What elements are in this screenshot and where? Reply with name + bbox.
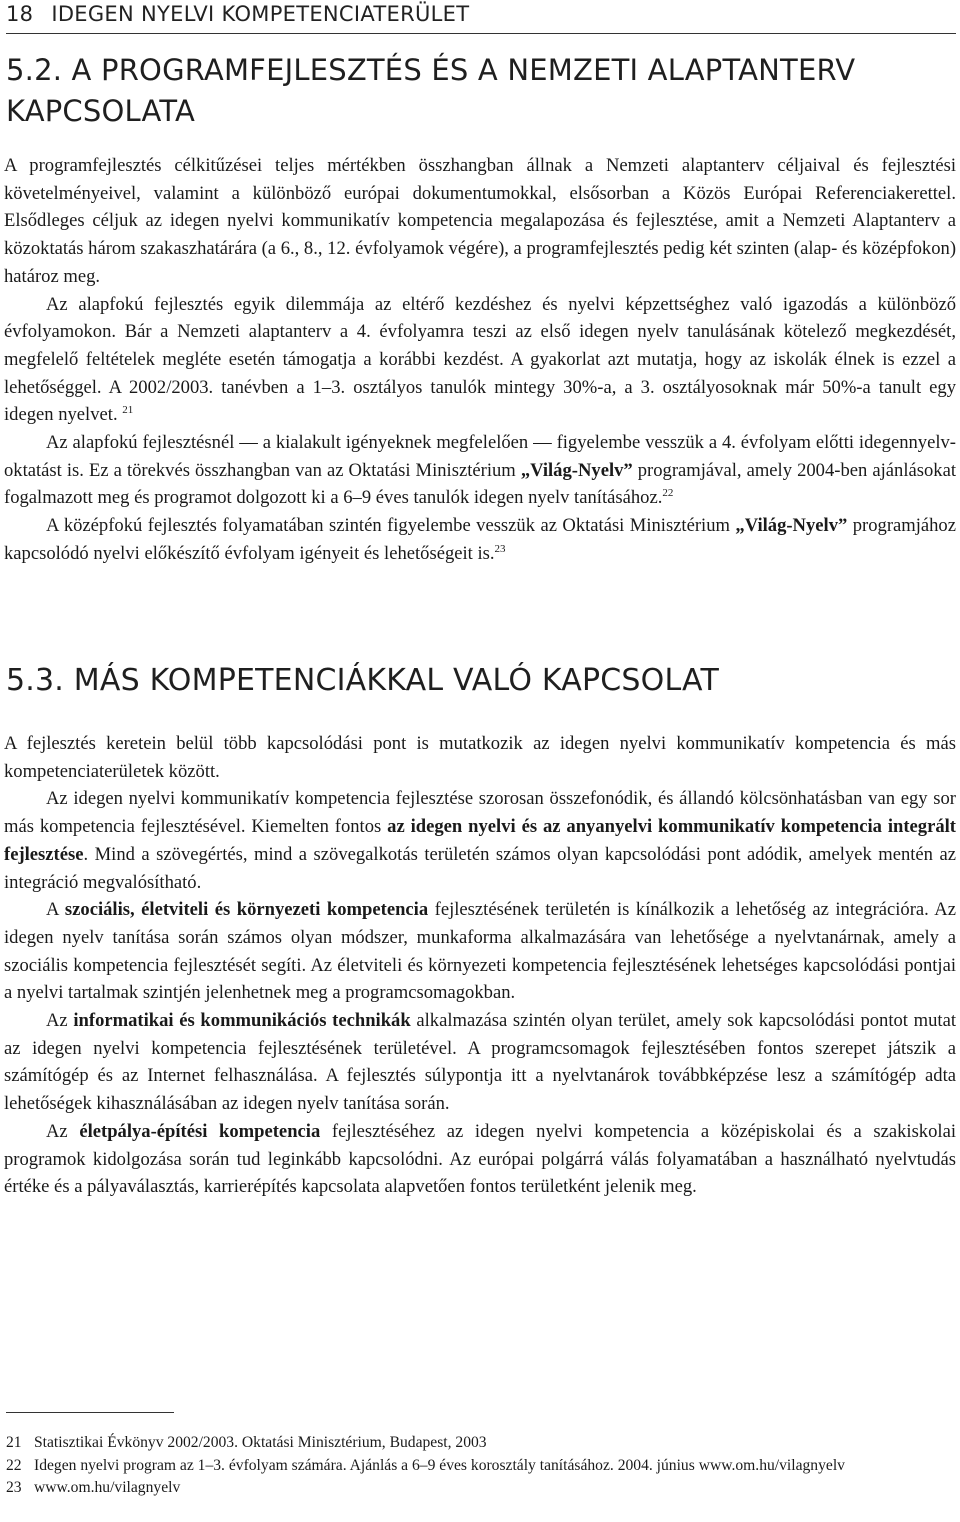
footnote-item	[6, 1477, 952, 1500]
paragraph	[4, 1118, 956, 1201]
footnote-item	[6, 1432, 952, 1455]
footnote-number: 23	[6, 1479, 22, 1496]
running-header	[6, 2, 956, 26]
footnotes	[6, 1432, 952, 1500]
paragraph-text: Az alapfokú fejlesztés egyik dilemmája az eltérő kezdéshez és nyelvi képzettséghez való igazodás a különböző évfolyamokon. Bár a Nemzeti alaptanterv a 4. évfolyamra teszi az első idegen nyelv tanulásának kötelező megkezdését, megfelelő feltételek megléte esetén támogatja a korábbi kezdést. A gyakorlat azt mutatja, hogy az iskolák élnek is ezzel a lehetőséggel. A 2002/2003. tanévben a 1–3. osztályos tanulók mintegy 30%-a, a 3. osztályosoknak már 50%-a tanult egy idegen nyelvet.	[4, 293, 956, 426]
page-number: 18	[6, 2, 34, 26]
emphasis-text: informatikai és kommunikációs technikák	[73, 1010, 411, 1032]
paragraph	[4, 429, 956, 512]
footnote-reference: 23	[494, 542, 506, 555]
emphasis-text: „Világ-Nyelv”	[735, 515, 848, 537]
paragraph-text: alkalmazása szintén olyan terület, amely sok kapcsolódási pontot mutat az idegen nyelvi kompetencia fejlesztésének területével. A programcsomagok fejlesztésében fontos szerepet játszik a számítógép és az Internet felhasználása. A fejlesztés súlypontja itt a nyelvtanárok továbbképzése lesz a számítógép adta lehetőségek kihasználásában az idegen nyelv tanítása során.	[4, 1010, 956, 1115]
paragraph	[4, 785, 956, 896]
footnote-text: Statisztikai Évkönyv 2002/2003. Oktatási Minisztérium, Budapest, 2003	[34, 1434, 487, 1451]
footnote-divider	[6, 1412, 174, 1413]
footnote-number: 21	[6, 1434, 22, 1451]
paragraph-text: programjához kapcsolódó nyelvi előkészítő évfolyam igényeit és lehetőségeit is.	[4, 515, 956, 564]
running-title: IDEGEN NYELVI KOMPETENCIATERÜLET	[51, 2, 470, 26]
paragraph-text: A	[46, 899, 65, 921]
paragraph-text: A fejlesztés keretein belül több kapcsolódási pont is mutatkozik az idegen nyelvi kommunikatív kompetencia és más kompetenciaterületek között.	[4, 733, 956, 782]
paragraph	[4, 896, 956, 1007]
emphasis-text: életpálya-építési kompetencia	[79, 1120, 321, 1142]
paragraph	[4, 291, 956, 430]
paragraph	[4, 730, 956, 785]
paragraph-text: Az idegen nyelvi kommunikatív kompetencia fejlesztése szorosan összefonódik, és állandó kölcsönhatásban van egy sor más kompetencia fejlesztésével. Kiemelten fontos	[4, 788, 956, 838]
paragraph-text: A programfejlesztés célkitűzései teljes mértékben összhangban állnak a Nemzeti alaptanterv céljaival és fejlesztési követelményeivel, valamint a különböző európai dokumentumokkal, elsősorban a Közös Európai Referenciakerettel. Elsődleges céljuk az idegen nyelvi kommunikatív kompetencia megalapozása és fejlesztése, amit a Nemzeti Alaptanterv a közoktatás három szakaszhatárára (a 6., 8., 12. évfolyamok végére), a programfejlesztés pedig két szinten (alap- és középfokon) határoz meg.	[4, 155, 957, 287]
paragraph-text: programjával, amely 2004-ben ajánlásokat fogalmazott meg és programot dolgozott ki a 6–9 éves tanulók idegen nyelv tanításához.	[4, 459, 956, 509]
footnote-reference: 22	[662, 487, 674, 500]
section-title-5-2: 5.2. A PROGRAMFEJLESZTÉS ÉS A NEMZETI ALAPTANTERV KAPCSOLATA	[6, 53, 856, 128]
footnote-number: 22	[6, 1456, 22, 1474]
paragraph-text: . Mind a szövegértés, mind a szövegalkotás területén számos olyan kapcsolódási pont adódik, amelyek mentén az integráció megvalósítható.	[4, 843, 956, 893]
paragraph	[4, 1007, 956, 1118]
footnote-text: Idegen nyelvi program az 1–3. évfolyam számára. Ajánlás a 6–9 éves korosztály tanításához. 2004. június www.om.hu/vilagnyelv	[34, 1456, 845, 1474]
footnote-item	[6, 1455, 952, 1478]
section-body-5-3	[4, 730, 956, 1201]
paragraph-text: Az alapfokú fejlesztésnél — a kialakult igényeknek megfelelően — figyelembe vesszük a 4. évfolyam előtti idegennyelv-oktatást is. Ez a törekvés összhangban van az Oktatási Minisztérium	[4, 432, 956, 481]
paragraph-text: fejlesztéséhez az idegen nyelvi kompetencia a középiskolai és a szakiskolai programok kidolgozása során tud leginkább kapcsolódni. Az európai polgárrá válás folyamatában a használható nyelvtudás értéke és a pályaválasztás, karrierépítés kapcsolata alapvetően fontos területként jelenik meg.	[4, 1120, 956, 1198]
paragraph-text: A középfokú fejlesztés folyamatában szintén figyelembe vesszük az Oktatási Minisztérium	[46, 515, 736, 537]
section-title-5-3: 5.3. MÁS KOMPETENCIÁKKAL VALÓ KAPCSOLAT	[6, 663, 719, 698]
footnote-text: www.om.hu/vilagnyelv	[34, 1479, 181, 1496]
footnote-reference: 21	[122, 404, 134, 417]
emphasis-text: „Világ-Nyelv”	[520, 459, 633, 481]
paragraph	[4, 512, 956, 567]
emphasis-text: az idegen nyelvi és az anyanyelvi kommunikatív kompetencia integrált fejlesztése	[4, 816, 956, 865]
section-body-5-2	[4, 152, 956, 568]
emphasis-text: szociális, életviteli és környezeti kompetencia	[64, 899, 429, 921]
header-divider	[6, 33, 956, 34]
paragraph	[4, 152, 956, 291]
paragraph-text: fejlesztésének területén is kínálkozik a lehetőség az integrációra. Az idegen nyelv tanítása során számos olyan módszer, munkaforma alkalmazására van lehetősége a nyelvtanárnak, amely a szociális kompetencia fejlesztését segíti. Az életviteli és környezeti kompetencia fejlesztésének lehetséges kapcsolódási pontjai a nyelvi tartalmak szintjén jelenhetnek meg a programcsomagokban.	[4, 899, 956, 1004]
paragraph-text: Az	[46, 1010, 74, 1032]
paragraph-text: Az	[46, 1120, 80, 1142]
